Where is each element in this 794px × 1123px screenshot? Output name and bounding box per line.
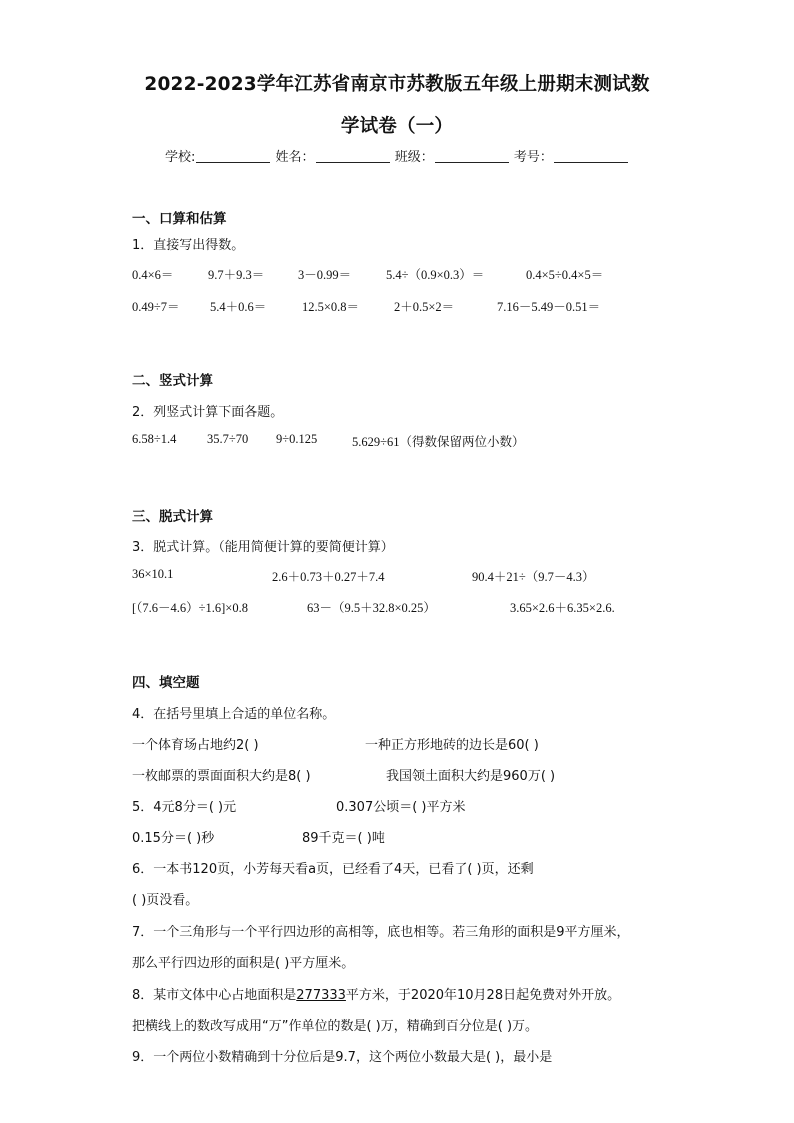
q8-post: 平方米，于2020年10月28日起免费对外开放。 [345,988,621,1003]
q4-part-d: 我国领土面积大约是960万( ) [386,769,556,784]
section-3-heading: 三、脱式计算 [132,509,213,525]
q4-stem: 4．在括号里填上合适的单位名称。 [132,707,336,722]
number-blank[interactable] [554,149,628,163]
q1-stem: 1．直接写出得数。 [132,238,245,253]
q7-line-2: 那么平行四边形的面积是( )平方厘米。 [132,956,355,971]
q9-line-1: 9．一个两位小数精确到十分位后是9.7，这个两位小数最大是( )，最小是 [132,1050,553,1065]
q4-part-c: 一枚邮票的票面面积大约是8( ) [132,769,311,784]
q8-pre: 8．某市文体中心占地面积是 [132,988,297,1003]
q1-item: 5.4＋0.6＝ [210,300,267,314]
q1-item: 7.16－5.49－0.51＝ [497,300,601,314]
q2-item: 9÷0.125 [276,432,318,446]
title-line-2: 学试卷（一） [340,116,454,137]
q5-part-a: 5．4元8分＝( )元 [132,800,237,815]
name-label: 姓名： [275,150,315,165]
q2-item: 5.629÷61（得数保留两位小数） [352,435,525,449]
q2-item: 6.58÷1.4 [132,432,177,446]
section-4-heading: 四、填空题 [132,675,200,691]
q7-line-1: 7．一个三角形与一个平行四边形的高相等，底也相等。若三角形的面积是9平方厘米， [132,925,630,940]
q3-item: 3.65×2.6＋6.35×2.6. [510,601,615,615]
q8-line-2: 把横线上的数改写成用“万”作单位的数是( )万，精确到百分位是( )万。 [132,1019,539,1034]
q3-item: 90.4＋21÷（9.7－4.3） [472,570,595,584]
student-info-row [165,146,629,165]
q1-item: 5.4÷（0.9×0.3）＝ [386,268,485,282]
q3-item: 36×10.1 [132,567,174,581]
q2-item: 35.7÷70 [207,432,249,446]
q1-item: 0.49÷7＝ [132,300,180,314]
section-2-heading: 二、竖式计算 [132,373,213,389]
q1-item: 0.4×5÷0.4×5＝ [526,268,604,282]
class-label: 班级： [394,150,434,165]
q2-stem: 2．列竖式计算下面各题。 [132,405,284,420]
name-blank[interactable] [316,149,390,163]
q3-item: 2.6＋0.73＋0.27＋7.4 [272,570,385,584]
q1-item: 3－0.99＝ [298,268,352,282]
q5-part-c: 0.15分＝( )秒 [132,831,215,846]
class-blank[interactable] [435,149,509,163]
number-label: 考号： [513,150,553,165]
q6-line-2: ( )页没看。 [132,893,199,908]
q1-item: 2＋0.5×2＝ [394,300,455,314]
q6-line-1: 6．一本书120页，小芳每天看a页，已经看了4天，已看了( )页，还剩 [132,862,534,877]
q5-part-d: 89千克＝( )吨 [302,831,385,846]
school-blank[interactable] [196,149,270,163]
section-1-heading: 一、口算和估算 [132,211,227,227]
q4-part-a: 一个体育场占地约2( ) [132,738,259,753]
q4-part-b: 一种正方形地砖的边长是60( ) [365,738,539,753]
q3-stem: 3．脱式计算。（能用简便计算的要简便计算） [132,540,394,555]
q1-item: 9.7＋9.3＝ [208,268,265,282]
q8-line-1 [132,984,620,1003]
q3-item: [（7.6－4.6）÷1.6]×0.8 [132,601,248,615]
q1-item: 0.4×6＝ [132,268,174,282]
school-label: 学校: [165,150,196,165]
q1-item: 12.5×0.8＝ [302,300,360,314]
q8-underlined-number: 277333 [296,988,346,1003]
q3-item: 63－（9.5＋32.8×0.25） [307,601,436,615]
q5-part-b: 0.307公顷＝( )平方米 [336,800,466,815]
title-line-1: 2022-2023学年江苏省南京市苏教版五年级上册期末测试数 [144,74,650,95]
